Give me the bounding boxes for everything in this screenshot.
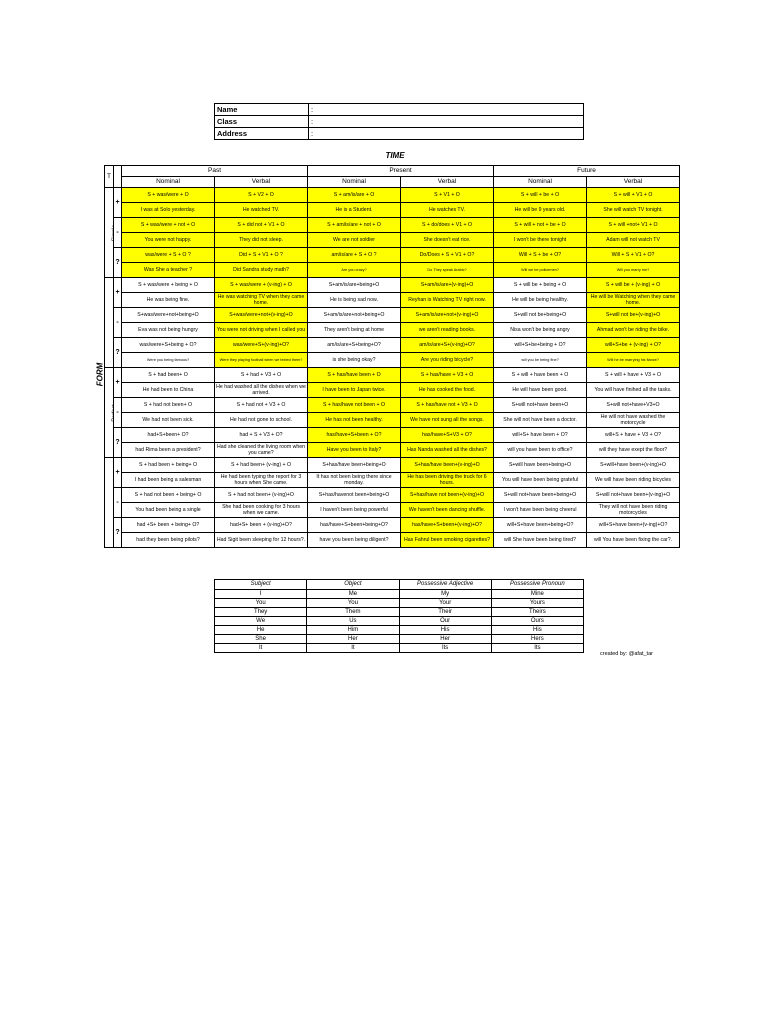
present-nominal-cell: S+am/is/are+being+O xyxy=(308,278,401,293)
pronoun-cell: Us xyxy=(307,617,399,626)
present-verbal-cell: She doesn't eat rice. xyxy=(401,233,494,248)
present-verbal-cell: Are you riding bicycle? xyxy=(401,353,494,368)
pronoun-cell: You xyxy=(307,599,399,608)
present-verbal-cell: He has cooked the food. xyxy=(401,383,494,398)
tense-row xyxy=(105,368,680,383)
object-header: Object xyxy=(307,580,399,590)
present-nominal-cell: He is being sad now. xyxy=(308,293,401,308)
future-nominal-cell: S + will + be + O xyxy=(494,188,587,203)
present-nominal-cell: I have been to Japan twice. xyxy=(308,383,401,398)
future-verbal-cell: S + will + V1 + O xyxy=(587,188,680,203)
pronoun-row xyxy=(215,599,584,608)
past-verbal-cell: S + V2 + O xyxy=(215,188,308,203)
tense-row xyxy=(105,353,680,368)
future-verbal-cell: S+will+have been+(v-ing)+O xyxy=(587,458,680,473)
present-verbal-cell: S + do/does + V1 + O xyxy=(401,218,494,233)
future-nominal-cell: will+S+be+being + O? xyxy=(494,338,587,353)
present-verbal-cell: We haven't been dancing shuffle. xyxy=(401,503,494,518)
past-verbal-cell: He had washed all the dishes when we arrived. xyxy=(216,384,306,396)
pronoun-cell: His xyxy=(491,626,583,635)
present-nominal-cell: It has not been being there since monday. xyxy=(308,473,401,488)
pronoun-cell: Hers xyxy=(491,635,583,644)
future-verbal-cell: will You have been fixing the car?. xyxy=(587,533,680,548)
future-nominal-header: Nominal xyxy=(494,177,587,188)
present-verbal-cell: has/have+S+been+(v-ing)+O? xyxy=(401,518,494,533)
present-verbal-cell: S+has/have been+(v-ing)+O xyxy=(401,458,494,473)
pronoun-row xyxy=(215,626,584,635)
tense-row xyxy=(105,248,680,263)
pronoun-cell: You xyxy=(215,599,307,608)
present-nominal-cell: S + am/is/are + not + O xyxy=(308,218,401,233)
pronoun-cell: She xyxy=(215,635,307,644)
present-nominal-cell: S+am/is/are+not+being+O xyxy=(308,308,401,323)
tense-row xyxy=(105,293,680,308)
class-label: Class xyxy=(215,116,309,128)
present-nominal-cell: I haven't been being powerful xyxy=(308,503,401,518)
present-nominal-cell: have you been being diligent? xyxy=(308,533,401,548)
past-verbal-cell: You were not driving when I called you xyxy=(215,323,308,338)
future-nominal-cell: S + will be + being + O xyxy=(494,278,587,293)
past-verbal-cell: S+was/were+not+(v-ing)+O xyxy=(215,308,308,323)
present-header: Present xyxy=(308,166,494,177)
name-label: Name xyxy=(215,104,309,116)
future-nominal-cell: Nisa won't be being angry xyxy=(494,323,587,338)
future-nominal-cell: will+S+have been+being+O? xyxy=(494,518,587,533)
sign-plus: + xyxy=(114,188,122,218)
past-nominal-cell: S + had not been + being+ O xyxy=(122,488,215,503)
present-verbal-header: Verbal xyxy=(401,177,494,188)
future-verbal-cell: will+S + have + V3 + O? xyxy=(587,428,680,443)
tense-row xyxy=(105,458,680,473)
pronoun-table xyxy=(214,579,584,653)
future-verbal-cell: S + will be + (v-ing) + O xyxy=(587,278,680,293)
past-verbal-cell: He had been typing the report for 3 hours when She came. xyxy=(215,473,308,488)
past-nominal-cell: He was being fine. xyxy=(122,293,215,308)
pronoun-cell: Our xyxy=(399,617,491,626)
present-verbal-cell: Reyhan is Watching TV right now. xyxy=(401,293,494,308)
time-title: TIME xyxy=(385,151,405,160)
present-nominal-cell: Are you crazy? xyxy=(308,263,401,278)
past-nominal-cell: You were not happy. xyxy=(122,233,215,248)
future-verbal-cell: will+S+have been+(v-ing)+O? xyxy=(587,518,680,533)
present-verbal-cell: S + has/have + V3 + O xyxy=(401,368,494,383)
present-verbal-cell: am/is/are+S+(v-ing)+O? xyxy=(401,338,494,353)
past-verbal-header: Verbal xyxy=(215,177,308,188)
pronoun-cell: His xyxy=(399,626,491,635)
pronoun-cell: I xyxy=(215,590,307,599)
past-verbal-cell: had + S + V3 + O? xyxy=(215,428,308,443)
future-verbal-cell: S + will +not+ V1 + O xyxy=(587,218,680,233)
sign-q: ? xyxy=(114,338,122,368)
tense-row xyxy=(105,398,680,413)
pronoun-cell: Its xyxy=(399,644,491,653)
past-verbal-cell: S + had + V3 + O xyxy=(215,368,308,383)
future-nominal-cell: He will have been good. xyxy=(494,383,587,398)
tense-row xyxy=(105,443,680,458)
present-verbal-cell: Do They speak Arabic? xyxy=(401,263,494,278)
present-verbal-cell: He has been driving the truck for 6 hours. xyxy=(401,473,494,488)
tense-row xyxy=(105,488,680,503)
pronoun-cell: Yours xyxy=(491,599,583,608)
past-nominal-cell: You had been being a single xyxy=(122,503,215,518)
pronoun-row xyxy=(215,635,584,644)
future-verbal-cell: You will have finihed all the tasks. xyxy=(587,383,680,398)
future-nominal-cell: I won't have been being cheerul xyxy=(494,503,587,518)
present-verbal-cell: He watches TV. xyxy=(401,203,494,218)
future-nominal-cell: S+will not be+being+O xyxy=(494,308,587,323)
future-verbal-cell: Adam will not watch TV xyxy=(587,233,680,248)
present-nominal-header: Nominal xyxy=(308,177,401,188)
present-nominal-cell: S + am/is/are + O xyxy=(308,188,401,203)
sign-minus: - xyxy=(114,398,122,428)
past-header: Past xyxy=(122,166,308,177)
group-label-continuous xyxy=(105,278,114,368)
present-verbal-cell: Has Fahrul been smoking cigarettes? xyxy=(401,533,494,548)
address-label: Address xyxy=(215,128,309,140)
future-verbal-cell: Will he be marrying his fiance? xyxy=(587,353,680,368)
past-verbal-cell: S + had been+ (v-ing) + O xyxy=(215,458,308,473)
group-label-perfect xyxy=(105,368,114,458)
past-nominal-cell: S + had been+ O xyxy=(122,368,215,383)
future-verbal-cell: We will have been riding bicycles xyxy=(587,473,680,488)
past-nominal-cell: I was at Solo yesterday. xyxy=(122,203,215,218)
present-verbal-cell: Do/Does + S + V1 + O? xyxy=(401,248,494,263)
past-nominal-cell: S + had been + being+ O xyxy=(122,458,215,473)
past-verbal-cell: S + had not + V3 + O xyxy=(215,398,308,413)
past-verbal-cell: Did + S + V1 + O ? xyxy=(215,248,308,263)
future-nominal-cell: S+will not+have been+being+O xyxy=(494,488,587,503)
tense-row xyxy=(105,413,680,428)
past-nominal-cell: We had not been sick. xyxy=(122,413,215,428)
sign-plus: + xyxy=(114,368,122,398)
future-nominal-cell: S + will + have been + O xyxy=(494,368,587,383)
pronoun-row xyxy=(215,590,584,599)
past-nominal-header: Nominal xyxy=(122,177,215,188)
future-verbal-cell: She will watch TV tonight. xyxy=(587,203,680,218)
future-nominal-cell: will+S+ have been + O? xyxy=(494,428,587,443)
future-verbal-cell: will they have exept the floor? xyxy=(587,443,680,458)
sign-plus: + xyxy=(114,278,122,308)
future-nominal-cell: Will we be policemen? xyxy=(494,263,587,278)
student-info-table xyxy=(214,103,584,140)
pronoun-cell: Theirs xyxy=(491,608,583,617)
pronoun-cell: He xyxy=(215,626,307,635)
class-value: : xyxy=(309,116,584,128)
tense-row xyxy=(105,323,680,338)
past-verbal-cell: Had she cleaned the living room when you came? xyxy=(215,443,308,458)
pronoun-cell: It xyxy=(215,644,307,653)
present-verbal-cell: has/have+S+V3 + O? xyxy=(401,428,494,443)
pronoun-row xyxy=(215,608,584,617)
present-nominal-cell: am/is/are + S + O ? xyxy=(308,248,401,263)
present-verbal-cell: S+am/is/are+(v-ing)+O xyxy=(401,278,494,293)
past-verbal-cell: He was watching TV when they came home. xyxy=(215,293,308,308)
tense-row xyxy=(105,233,680,248)
past-verbal-cell: Did Sandra study math? xyxy=(215,263,308,278)
tense-row xyxy=(105,263,680,278)
past-nominal-cell: Was She a teacher ? xyxy=(122,263,215,278)
pronoun-cell: Her xyxy=(307,635,399,644)
tense-row xyxy=(105,308,680,323)
past-nominal-cell: had +S+ been + being+ O? xyxy=(122,518,215,533)
present-nominal-cell: They aren't being at home xyxy=(308,323,401,338)
present-verbal-cell: S+has/have not been+(v-ing)+O xyxy=(401,488,494,503)
future-verbal-cell: S + will + have + V3 + O xyxy=(587,368,680,383)
present-nominal-cell: am/is/are+S+being+O? xyxy=(308,338,401,353)
present-nominal-cell: S+has/have been+being+O xyxy=(308,458,401,473)
present-nominal-cell: He has not been healthy. xyxy=(308,413,401,428)
future-verbal-cell: will+S+be + (v-ing) + O? xyxy=(587,338,680,353)
future-nominal-cell: S + will + not + be + O xyxy=(494,218,587,233)
past-nominal-cell: had+S+been+ O? xyxy=(122,428,215,443)
possessive-pronoun-header: Possessive Pronoun xyxy=(491,580,583,590)
pronoun-cell: Their xyxy=(399,608,491,617)
tense-row xyxy=(105,203,680,218)
group-label-simple xyxy=(105,188,114,278)
past-verbal-cell: S + did not + V1 + O xyxy=(215,218,308,233)
tense-row xyxy=(105,218,680,233)
sign-q: ? xyxy=(114,428,122,458)
future-nominal-cell: will She have been being tired? xyxy=(494,533,587,548)
tense-row xyxy=(105,473,680,488)
past-nominal-cell: Were you being famous? xyxy=(122,353,215,368)
tense-row xyxy=(105,533,680,548)
past-nominal-cell: S + was/were + being + O xyxy=(122,278,215,293)
past-nominal-cell: He had been to China xyxy=(122,383,215,398)
past-nominal-cell: had they been being pilots? xyxy=(122,533,215,548)
future-verbal-cell: Ahmad won't be riding the bike. xyxy=(587,323,680,338)
past-nominal-cell: had Rima been a president? xyxy=(122,443,215,458)
sign-minus: - xyxy=(114,308,122,338)
past-verbal-cell: Were they playing football when we texted them? xyxy=(215,353,308,368)
present-nominal-cell: We are not soldier xyxy=(308,233,401,248)
present-nominal-cell: He is a Student. xyxy=(308,203,401,218)
past-nominal-cell: was/were + S + O ? xyxy=(122,248,215,263)
past-verbal-cell: She had been cooking for 3 hours when we came. xyxy=(215,503,308,518)
pronoun-cell: Them xyxy=(307,608,399,617)
present-nominal-cell: is she being okay? xyxy=(308,353,401,368)
future-verbal-cell: Will + S + V1 + O? xyxy=(587,248,680,263)
pronoun-cell: Its xyxy=(491,644,583,653)
possessive-adjective-header: Possessive Adjective xyxy=(399,580,491,590)
group-label-perfect-continuous xyxy=(105,458,114,548)
future-verbal-cell: S+will not+have been+(v-ing)+O xyxy=(587,488,680,503)
future-nominal-cell: He will be being healthy. xyxy=(494,293,587,308)
time-header-t: T xyxy=(105,166,114,188)
address-value: : xyxy=(309,128,584,140)
present-verbal-cell: S + has/have not + V3 + O xyxy=(401,398,494,413)
past-nominal-cell: S+was/were+not+being+O xyxy=(122,308,215,323)
future-verbal-header: Verbal xyxy=(587,177,680,188)
sign-q: ? xyxy=(114,248,122,278)
past-verbal-cell: Had Sigit been sleeping for 12 hours?. xyxy=(215,533,308,548)
tense-row xyxy=(105,383,680,398)
future-nominal-cell: She will not have been a doctor. xyxy=(494,413,587,428)
group-label-text xyxy=(112,404,114,421)
present-verbal-cell: We have not sung all the songs. xyxy=(401,413,494,428)
future-nominal-cell: S+will have been+being+O xyxy=(494,458,587,473)
sign-header xyxy=(114,166,122,188)
pronoun-cell: Ours xyxy=(491,617,583,626)
future-header: Future xyxy=(494,166,680,177)
future-nominal-cell: Will + S + be + O? xyxy=(494,248,587,263)
future-nominal-cell: I won't be there tonight xyxy=(494,233,587,248)
pronoun-cell: Your xyxy=(399,599,491,608)
past-nominal-cell: S + was/were + O xyxy=(122,188,215,203)
future-nominal-cell: S+will not+have been+O xyxy=(494,398,587,413)
pronoun-cell: Me xyxy=(307,590,399,599)
future-verbal-cell: They will not have been riding motorcycles xyxy=(587,503,680,518)
past-verbal-cell: They did not sleep. xyxy=(215,233,308,248)
present-verbal-cell: S + V1 + O xyxy=(401,188,494,203)
past-nominal-cell: S + had not been+ O xyxy=(122,398,215,413)
pronoun-cell: Him xyxy=(307,626,399,635)
past-verbal-cell: S + was/were + (v-ing) + O xyxy=(215,278,308,293)
pronoun-cell: It xyxy=(307,644,399,653)
future-verbal-cell: S+will not be+(v-ing)+O xyxy=(587,308,680,323)
pronoun-cell: We xyxy=(215,617,307,626)
present-nominal-cell: Have you been to Italy? xyxy=(308,443,401,458)
pronoun-cell: Her xyxy=(399,635,491,644)
future-verbal-cell: He will not have washed the motorcycle xyxy=(587,413,680,428)
present-verbal-cell: S+am/is/are+not+(v-ing)+O xyxy=(401,308,494,323)
past-nominal-cell: was/were+S+being + O? xyxy=(122,338,215,353)
present-nominal-cell: S+has/havenot been+being+O xyxy=(308,488,401,503)
pronoun-cell: My xyxy=(399,590,491,599)
past-verbal-cell: S + had not been+ (v-ing)+O xyxy=(215,488,308,503)
pronoun-row xyxy=(215,617,584,626)
present-verbal-cell: Has Nanda washed all the dishes? xyxy=(401,443,494,458)
present-nominal-cell: S + has/have not been + O xyxy=(308,398,401,413)
present-nominal-cell: has/have+S+been+being+O? xyxy=(308,518,401,533)
present-nominal-cell: S + has/have been + O xyxy=(308,368,401,383)
past-verbal-cell: had+S+ been + (v-ing)+O? xyxy=(215,518,308,533)
tense-row xyxy=(105,278,680,293)
group-label-text: Simple xyxy=(111,224,114,241)
future-nominal-cell: will you have been to office? xyxy=(494,443,587,458)
tense-row xyxy=(105,338,680,353)
pronoun-cell: Mine xyxy=(491,590,583,599)
future-verbal-cell: Will you marry me? xyxy=(587,263,680,278)
past-nominal-cell: I had been being a salesman xyxy=(122,473,215,488)
credit-text: created by: @afat_tar xyxy=(600,651,653,657)
future-verbal-cell: He will be Watching when they came home. xyxy=(587,293,680,308)
pronoun-row xyxy=(215,644,584,653)
past-verbal-cell: was/were+S+(v-ing)+O? xyxy=(215,338,308,353)
tense-row xyxy=(105,518,680,533)
tense-row xyxy=(105,188,680,203)
subject-header: Subject xyxy=(215,580,307,590)
tense-row xyxy=(105,503,680,518)
sign-plus: + xyxy=(114,458,122,488)
sign-minus: - xyxy=(114,488,122,518)
past-nominal-cell: S + was/were + not + O xyxy=(122,218,215,233)
tense-row xyxy=(105,428,680,443)
past-verbal-cell: He watched TV. xyxy=(215,203,308,218)
sign-minus: - xyxy=(114,218,122,248)
future-nominal-cell: He will be 9 years old. xyxy=(494,203,587,218)
future-nominal-cell: will you be being fine? xyxy=(494,353,587,368)
past-verbal-cell: He had not gone to school. xyxy=(215,413,308,428)
form-label: FORM xyxy=(95,362,105,387)
present-nominal-cell: has/have+S+been + O? xyxy=(308,428,401,443)
future-nominal-cell: You will have been being grateful xyxy=(494,473,587,488)
future-verbal-cell: S+will not+have+V3+O xyxy=(587,398,680,413)
name-value: : xyxy=(309,104,584,116)
pronoun-cell: They xyxy=(215,608,307,617)
sign-q: ? xyxy=(114,518,122,548)
past-nominal-cell: Eva was not being hungry xyxy=(122,323,215,338)
tense-table xyxy=(104,165,680,548)
present-verbal-cell: we aren't reading books. xyxy=(401,323,494,338)
